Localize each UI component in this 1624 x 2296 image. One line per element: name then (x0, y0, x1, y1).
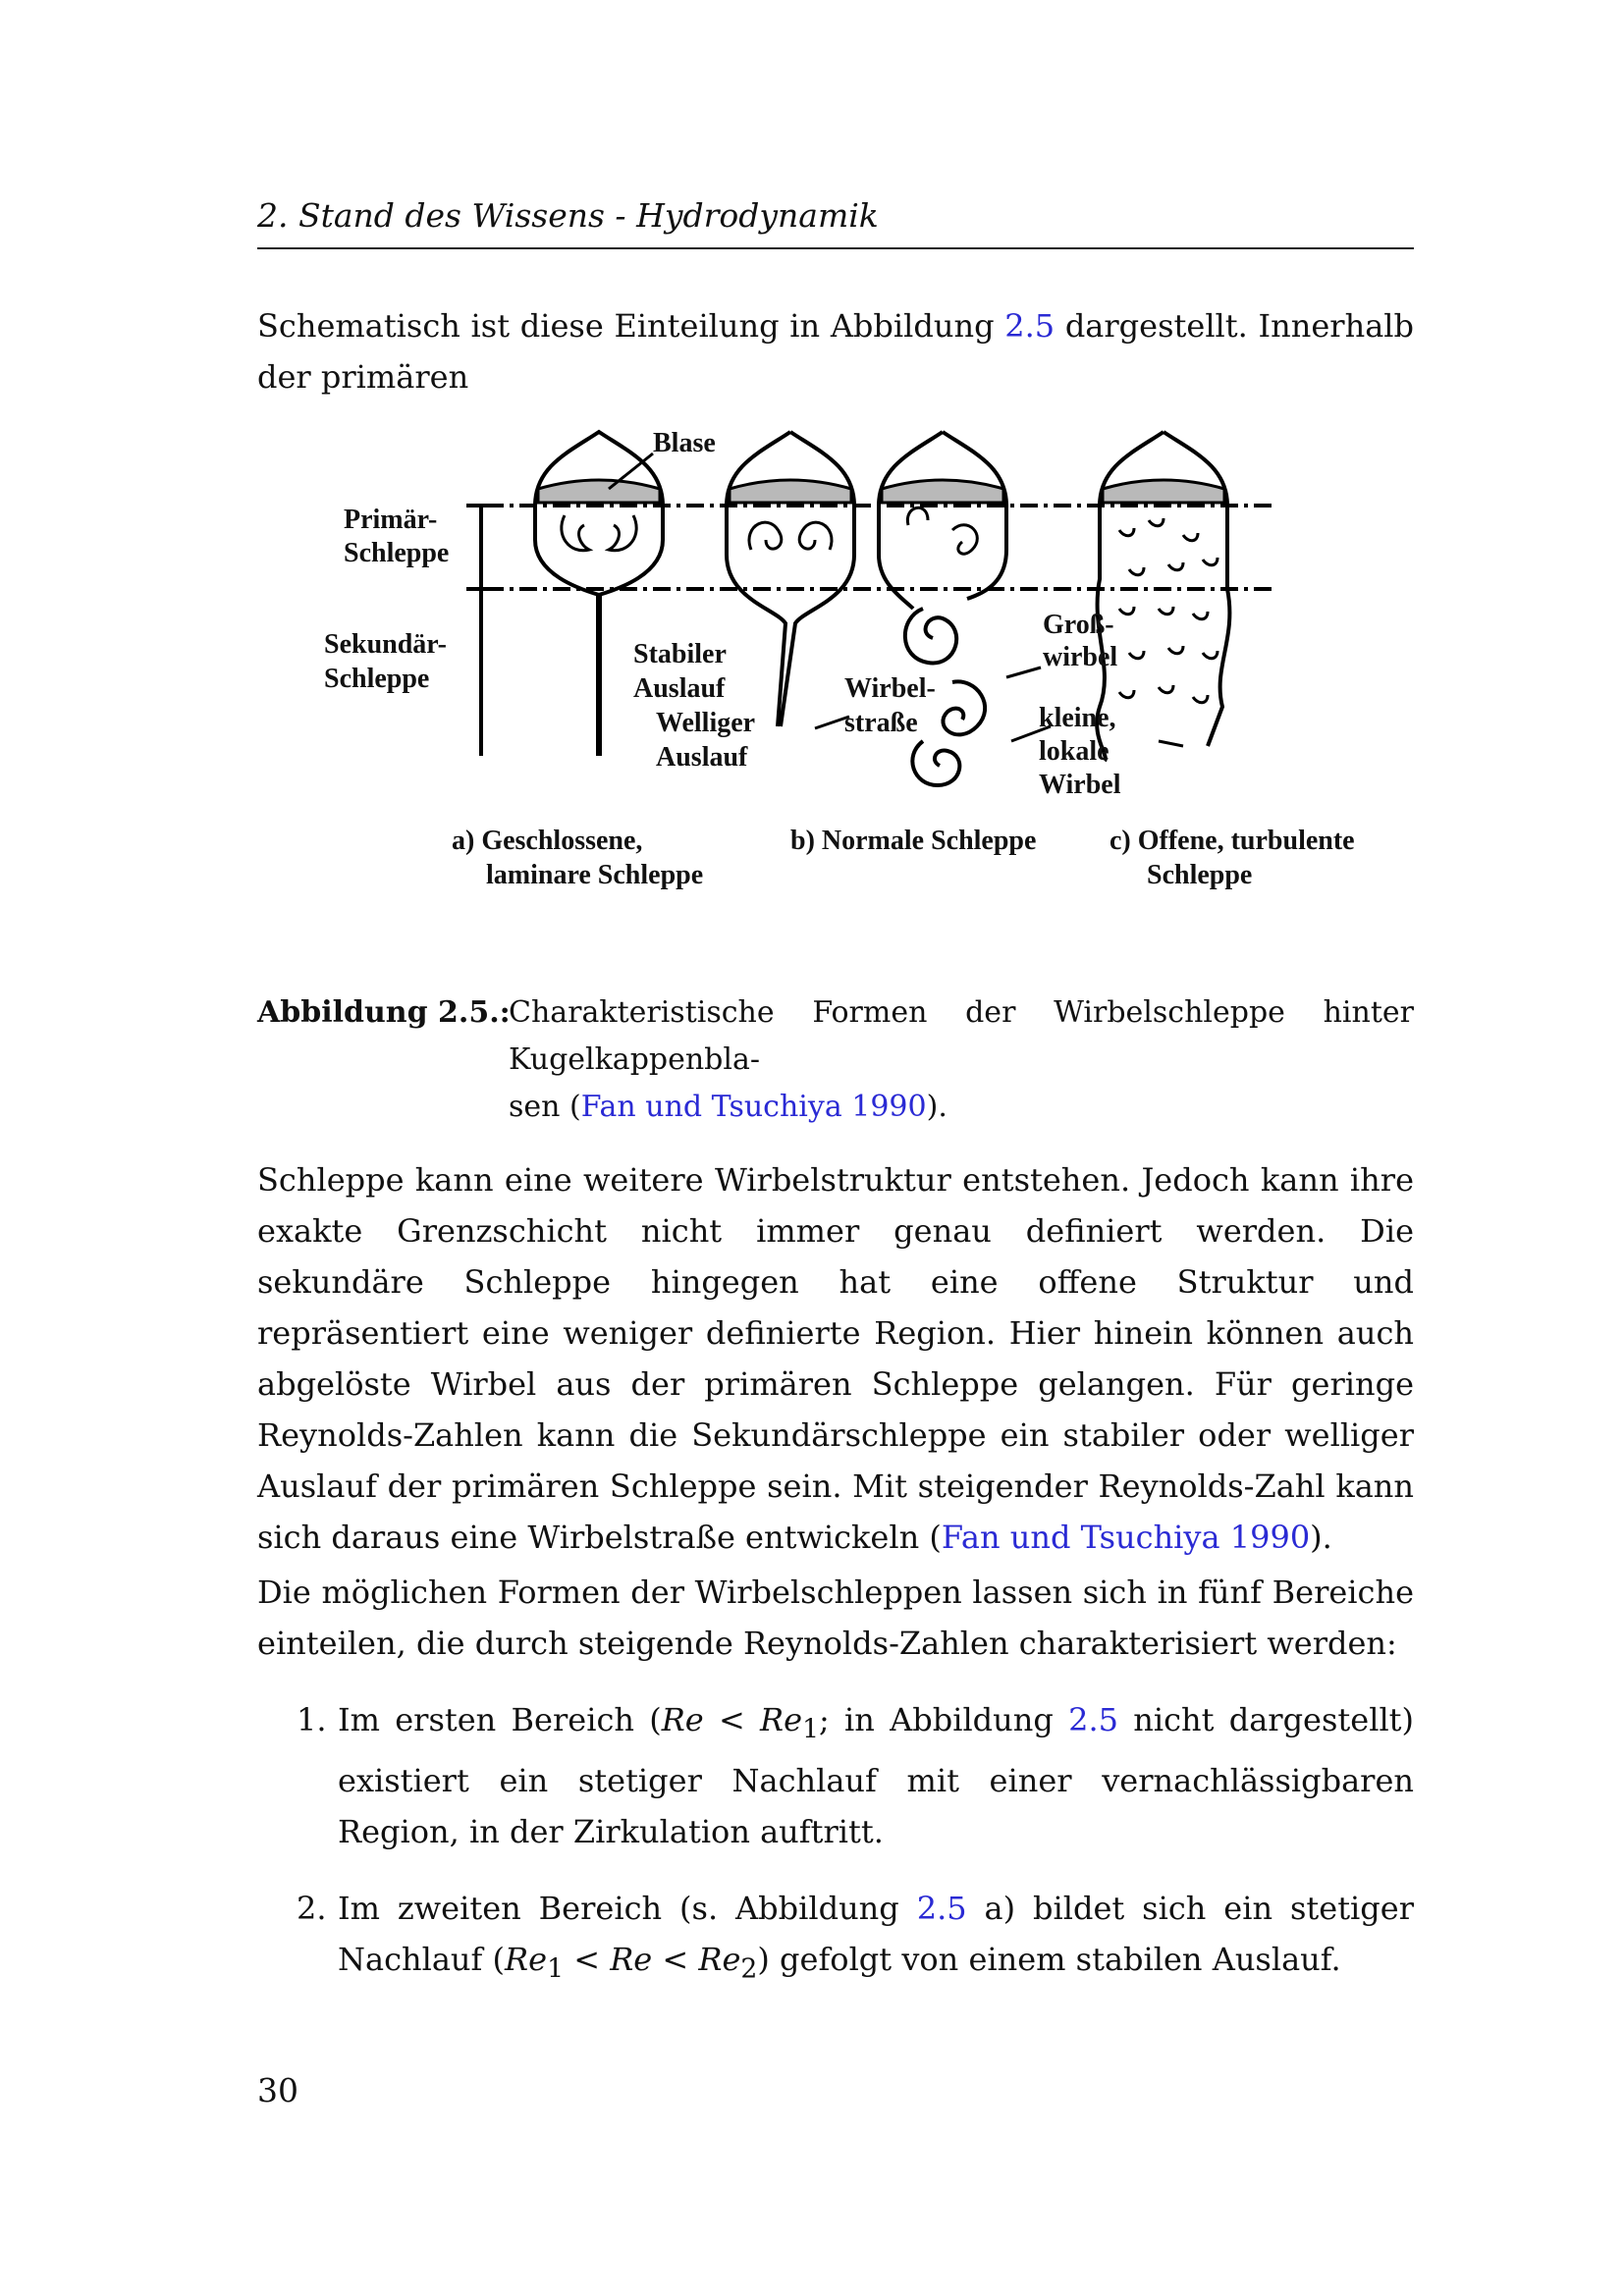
page-number: 30 (257, 2071, 298, 2109)
label-small-vortex-1: kleine, (1039, 703, 1116, 733)
label-primary-1: Primär- (344, 505, 438, 535)
label-stable-2: Auslauf (633, 673, 726, 704)
label-secondary-1: Sekundär- (324, 629, 448, 660)
list-item: 1. Im ersten Bereich ($Re < Re_1$; in Abbildung 2.5 nicht dargestellt) existiert ein stetiger Nachlauf mit einer vernachlässigbaren Region, in der Zirkulation auftritt. (297, 1701, 1415, 1851)
label-case-b: b) Normale Schleppe (790, 826, 1037, 856)
figure-reference-link[interactable]: 2.5 (916, 1890, 967, 1928)
bubble-turbulent-shape (1097, 432, 1229, 761)
label-case-c-2: Schleppe (1147, 860, 1253, 890)
citation-link[interactable]: Fan und Tsuchiya 1990 (580, 1090, 927, 1124)
figure-reference-link[interactable]: 2.5 (1004, 307, 1056, 345)
paragraph-1: Schleppe kann eine weitere Wirbelstruktur entstehen. Jedoch kann ihre exakte Grenzschicht nicht immer genau definiert werden. Die sekundäre Schleppe hingegen hat eine offene Struktur und repräsentiert eine weniger definierte Region. Hier hinein können auch abgelöste Wirbel aus der primären Schleppe gelangen. Für geringe Reynolds-Zahlen kann die Sekundärschleppe ein stabiler oder welliger Auslauf der primären Schleppe sein. Mit steigender Reynolds-Zahl kann sich daraus eine Wirbelstraße entwickeln (Fan und Tsuchiya 1990). (257, 1161, 1414, 1556)
caption-text: Charakteristische Formen der Wirbelschleppe hinter Kugelkappenbla- sen (Fan und Tsuchiya 1990). (509, 995, 1414, 1124)
list-item: 2. Im zweiten Bereich (s. Abbildung 2.5 a) bildet sich ein stetiger Nachlauf $(Re_1 < Re < Re_2)$ gefolgt von einem stabilen Auslauf. (297, 1890, 1415, 1985)
label-large-vortex-1: Groß- (1043, 610, 1114, 640)
numbered-list (257, 1694, 1414, 2021)
figure-reference-link[interactable]: 2.5 (1068, 1701, 1118, 1738)
header-rule (257, 247, 1414, 249)
label-small-vortex-2: lokale (1039, 736, 1110, 767)
label-small-vortex-3: Wirbel (1039, 770, 1121, 800)
wake-diagram (314, 412, 1414, 923)
label-wavy-1: Welliger (656, 708, 756, 738)
bubble-a-shape (535, 432, 663, 756)
wake-diagram-figure (314, 412, 1414, 923)
label-blase: Blase (653, 428, 716, 458)
label-vortex-street-2: straße (844, 708, 918, 738)
label-wavy-2: Auslauf (656, 742, 748, 773)
paragraph-2: Die möglichen Formen der Wirbelschleppen lassen sich in fünf Bereiche einteilen, die durch steigende Reynolds-Zahlen charakterisiert werden: (257, 1574, 1414, 1662)
running-head: 2. Stand des Wissens - Hydrodynamik (257, 196, 879, 235)
bubble-b-shape (727, 432, 854, 726)
label-large-vortex-2: wirbel (1043, 642, 1118, 672)
label-case-a-1: a) Geschlossene, (452, 826, 643, 856)
label-secondary-2: Schleppe (324, 664, 430, 694)
label-vortex-street-1: Wirbel- (844, 673, 936, 704)
label-primary-2: Schleppe (344, 538, 450, 568)
label-stable-1: Stabiler (633, 639, 727, 669)
citation-link[interactable]: Fan und Tsuchiya 1990 (941, 1519, 1311, 1556)
label-case-c-1: c) Offene, turbulente (1110, 826, 1355, 856)
intro-line: Schematisch ist diese Einteilung in Abbildung 2.5 dargestellt. Innerhalb der primären (257, 307, 1415, 396)
label-case-a-2: laminare Schleppe (486, 860, 704, 890)
caption-label: Abbildung 2.5.: (257, 995, 511, 1030)
